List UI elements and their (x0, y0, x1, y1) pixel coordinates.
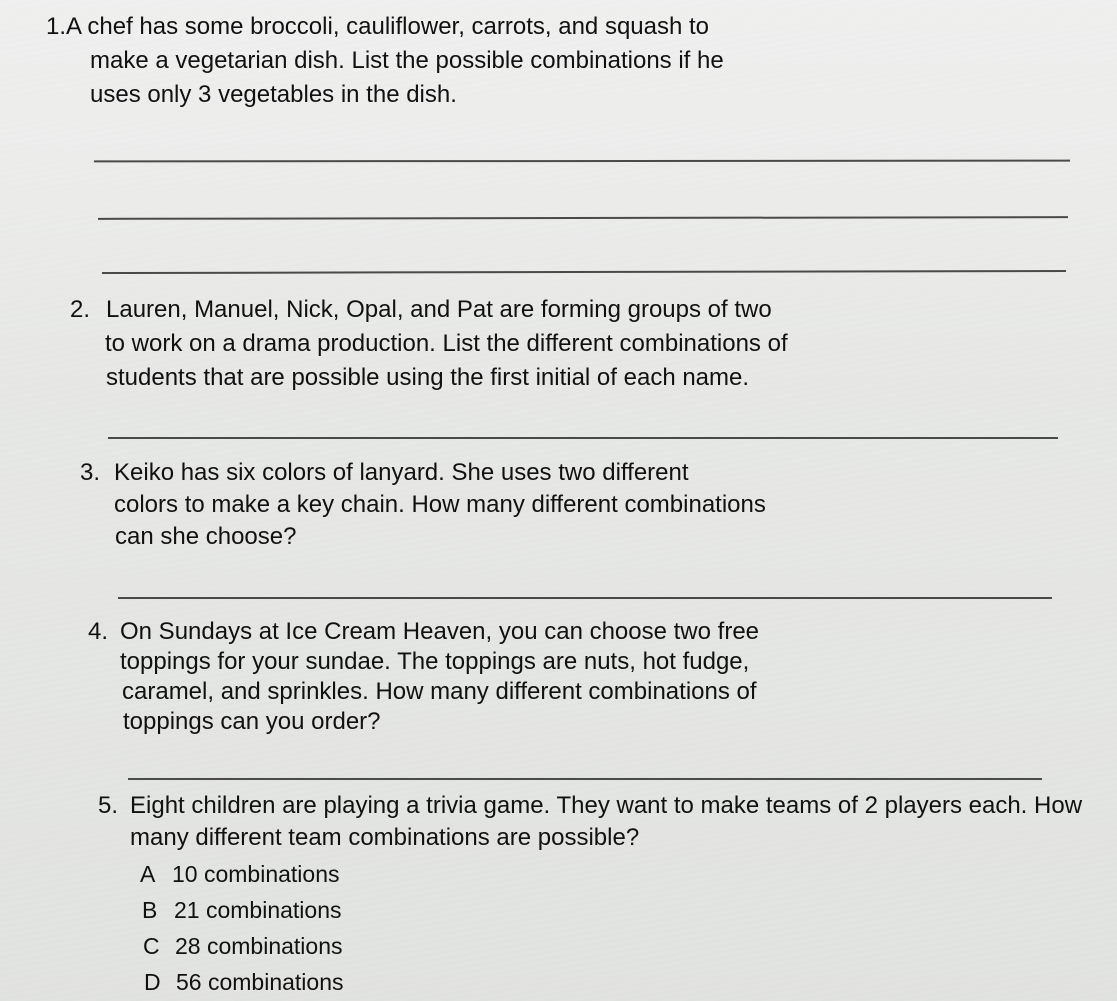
choice-d[interactable] (144, 965, 344, 999)
question-3-line-3: can she choose? (115, 523, 297, 550)
question-5 (98, 790, 1082, 854)
question-2-line-1: Lauren, Manuel, Nick, Opal, and Pat are forming groups of two (106, 296, 772, 323)
choice-d-text: 56 combinations (176, 969, 344, 995)
answer-line-4[interactable] (128, 778, 1042, 780)
question-2-number: 2. (70, 296, 91, 323)
question-4-line-4: toppings can you order? (123, 708, 381, 735)
question-5-number: 5. (98, 792, 119, 819)
choice-b-text: 21 combinations (174, 897, 342, 923)
choice-c-text: 28 combinations (175, 933, 343, 959)
question-2-line-3: students that are possible using the first initial of each name. (106, 364, 750, 391)
answer-line-2[interactable] (108, 437, 1058, 439)
answer-line-1b[interactable] (98, 216, 1068, 219)
question-3 (80, 457, 766, 553)
choice-c[interactable] (143, 929, 343, 963)
choice-d-letter: D (144, 969, 161, 995)
question-2-line-2: to work on a drama production. List the different combinations of (105, 330, 788, 357)
question-4 (88, 617, 759, 737)
question-1-line-1: A chef has some broccoli, cauliflower, carrots, and squash to (66, 13, 710, 40)
question-1-line-2: make a vegetarian dish. List the possible combinations if he (90, 47, 724, 74)
question-1 (46, 10, 724, 112)
question-1-line-3: uses only 3 vegetables in the dish. (90, 81, 457, 108)
answer-line-1c[interactable] (102, 270, 1066, 274)
question-2 (70, 293, 788, 395)
question-4-number: 4. (88, 618, 109, 645)
question-4-line-2: toppings for your sundae. The toppings are nuts, hot fudge, (120, 648, 750, 675)
choice-b-letter: B (142, 897, 158, 923)
question-5-line-1: Eight children are playing a trivia game. They want to make teams of 2 players each. How (130, 792, 1083, 819)
question-5-line-2: many different team combinations are possible? (130, 824, 640, 851)
question-4-line-3: caramel, and sprinkles. How many different combinations of (122, 678, 757, 705)
choice-a-text: 10 combinations (172, 861, 340, 887)
choice-c-letter: C (143, 933, 160, 959)
question-4-line-1: On Sundays at Ice Cream Heaven, you can choose two free (120, 618, 760, 645)
question-3-number: 3. (80, 459, 101, 486)
question-3-line-2: colors to make a key chain. How many different combinations (114, 491, 766, 518)
answer-line-3[interactable] (118, 597, 1052, 599)
answer-line-1a[interactable] (94, 160, 1070, 162)
question-1-number: 1. (46, 13, 67, 40)
choice-b[interactable] (142, 893, 342, 927)
question-3-line-1: Keiko has six colors of lanyard. She uses two different (114, 459, 689, 486)
choice-a[interactable] (140, 857, 340, 891)
choice-a-letter: A (140, 861, 156, 887)
